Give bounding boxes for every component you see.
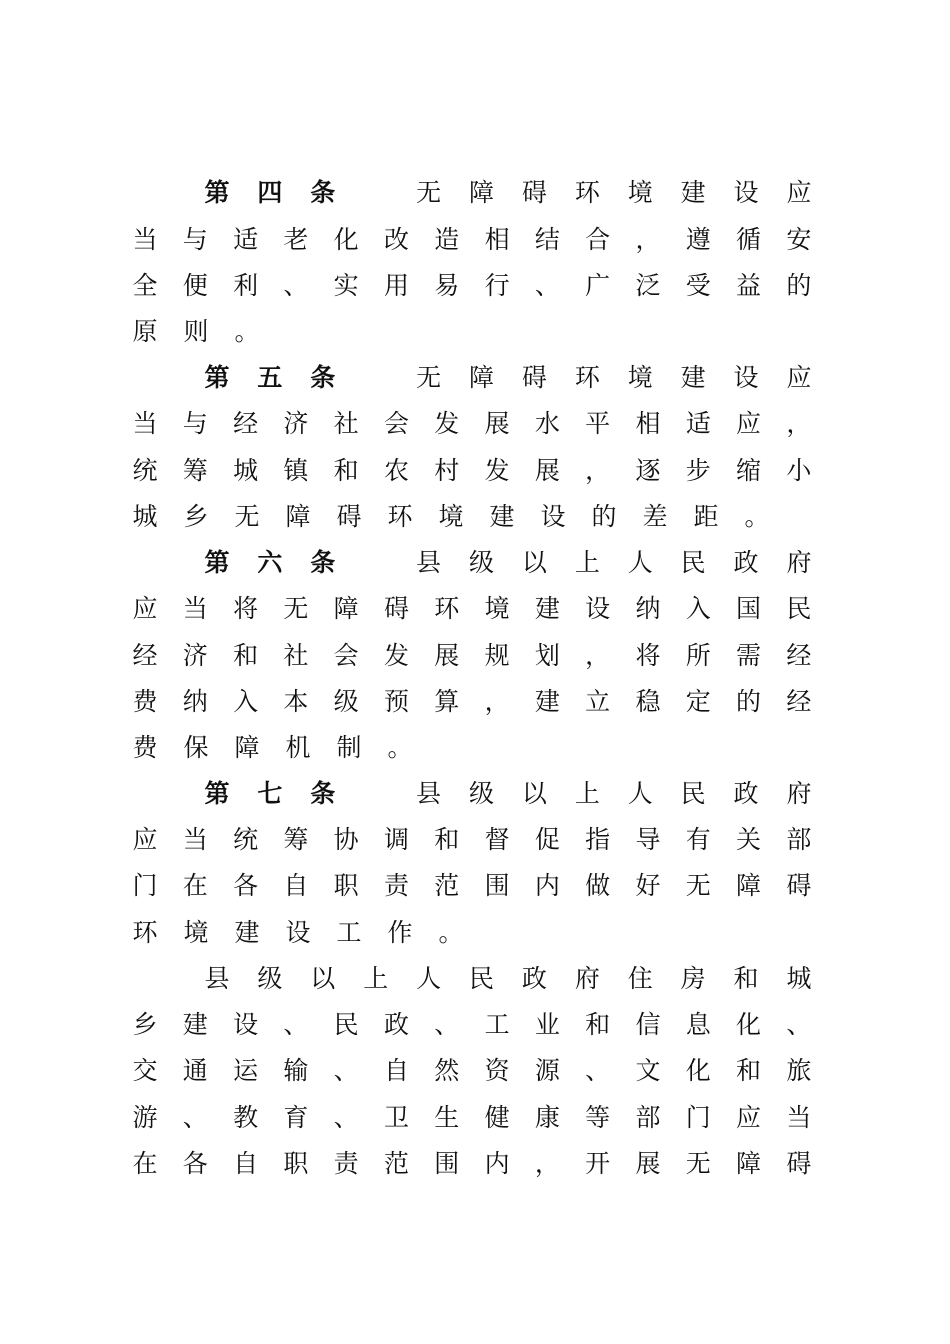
article-line: 经 济 和 社 会 发 展 规 划 ， 将 所 需 经 <box>132 641 812 670</box>
article-line: 环 境 建 设 工 作 。 <box>132 918 464 947</box>
article-line: 费 纳 入 本 级 预 算 ， 建 立 稳 定 的 经 <box>132 687 812 716</box>
article-heading-line: 第 六 条 县 级 以 上 人 民 政 府 <box>204 548 812 577</box>
article-line: 统 筹 城 镇 和 农 村 发 展 ， 逐 步 缩 小 <box>132 456 812 485</box>
article-line: 游 、 教 育 、 卫 生 健 康 等 部 门 应 当 <box>132 1103 812 1132</box>
article-line: 当 与 经 济 社 会 发 展 水 平 相 适 应 ， <box>132 409 812 438</box>
article-heading-line: 第 四 条 无 障 碍 环 境 建 设 应 <box>204 178 812 207</box>
article-line: 城 乡 无 障 碍 环 境 建 设 的 差 距 。 <box>132 502 770 531</box>
article-line: 全 便 利 、 实 用 易 行 、 广 泛 受 益 的 <box>132 271 812 300</box>
article-heading-line: 第 七 条 县 级 以 上 人 民 政 府 <box>204 779 812 808</box>
article-line: 原 则 。 <box>132 317 260 346</box>
article-line: 当 与 适 老 化 改 造 相 结 合 ， 遵 循 安 <box>132 225 812 254</box>
article-line: 门 在 各 自 职 责 范 围 内 做 好 无 障 碍 <box>132 871 812 900</box>
article-heading-line: 第 五 条 无 障 碍 环 境 建 设 应 <box>204 363 812 392</box>
article-line: 应 当 将 无 障 碍 环 境 建 设 纳 入 国 民 <box>132 594 812 623</box>
article-first-line: 县 级 以 上 人 民 政 府 住 房 和 城 <box>204 964 812 993</box>
article-line: 在 各 自 职 责 范 围 内 ， 开 展 无 障 碍 <box>132 1149 812 1178</box>
article-line: 乡 建 设 、 民 政 、 工 业 和 信 息 化 、 <box>132 1010 812 1039</box>
article-line: 费 保 障 机 制 。 <box>132 733 413 762</box>
article-line: 应 当 统 筹 协 调 和 督 促 指 导 有 关 部 <box>132 825 812 854</box>
article-line: 交 通 运 输 、 自 然 资 源 、 文 化 和 旅 <box>132 1056 812 1085</box>
